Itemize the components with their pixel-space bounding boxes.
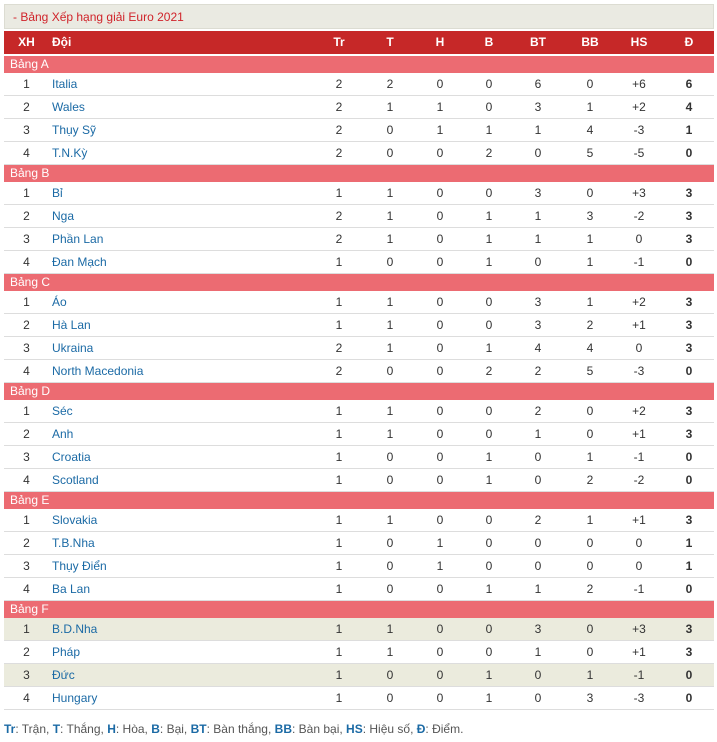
team-position: 1	[23, 513, 30, 527]
won-value: 1	[386, 186, 394, 200]
team-name[interactable]: Pháp	[52, 645, 81, 659]
played-value: 1	[335, 404, 343, 418]
goals-against-value: 1	[586, 232, 594, 246]
drawn-value: 0	[436, 341, 444, 355]
goals-against-value: 2	[586, 318, 594, 332]
goals-against-value: 0	[586, 536, 594, 550]
points-value: 3	[685, 645, 693, 659]
team-position: 4	[23, 146, 30, 160]
played-value: 1	[335, 427, 343, 441]
drawn-value: 1	[436, 536, 444, 550]
lost-value: 2	[485, 364, 493, 378]
header-goals-for: BT	[530, 35, 546, 49]
points-value: 0	[685, 691, 693, 705]
goal-difference-value: 0	[635, 536, 643, 550]
team-name[interactable]: Italia	[52, 77, 78, 91]
table-row	[4, 555, 714, 578]
goal-difference-value: -3	[633, 123, 645, 137]
goals-against-value: 0	[586, 404, 594, 418]
group-header: Bảng A	[4, 56, 714, 73]
played-value: 2	[335, 209, 343, 223]
drawn-value: 0	[436, 295, 444, 309]
points-value: 3	[685, 209, 693, 223]
goal-difference-value: +2	[632, 404, 646, 418]
team-position: 3	[23, 668, 30, 682]
goals-against-value: 3	[586, 209, 594, 223]
team-position: 1	[23, 77, 30, 91]
goals-against-value: 0	[586, 77, 594, 91]
drawn-value: 0	[436, 450, 444, 464]
points-value: 0	[685, 473, 693, 487]
played-value: 1	[335, 513, 343, 527]
played-value: 1	[335, 691, 343, 705]
legend-text: : Thắng,	[60, 722, 108, 736]
goals-against-value: 5	[586, 146, 594, 160]
goals-against-value: 1	[586, 450, 594, 464]
goals-against-value: 2	[586, 582, 594, 596]
team-name[interactable]: Séc	[52, 404, 73, 418]
played-value: 2	[335, 123, 343, 137]
lost-value: 1	[485, 123, 493, 137]
points-value: 0	[685, 146, 693, 160]
table-header	[4, 31, 714, 54]
team-name[interactable]: Thụy Điển	[52, 559, 107, 573]
team-position: 1	[23, 622, 30, 636]
table-row	[4, 664, 714, 687]
won-value: 1	[386, 622, 394, 636]
header-lost: B	[484, 35, 494, 49]
lost-value: 0	[485, 404, 493, 418]
table-row	[4, 469, 714, 492]
goals-for-value: 1	[534, 232, 542, 246]
goal-difference-value: -1	[633, 450, 645, 464]
goals-for-value: 2	[534, 404, 542, 418]
played-value: 1	[335, 473, 343, 487]
legend-text: : Bàn bại,	[292, 722, 347, 736]
goal-difference-value: +3	[632, 622, 646, 636]
goal-difference-value: +3	[632, 186, 646, 200]
team-name[interactable]: Hà Lan	[52, 318, 91, 332]
goals-for-value: 3	[534, 295, 542, 309]
goals-for-value: 0	[534, 691, 542, 705]
won-value: 1	[386, 232, 394, 246]
team-name[interactable]: T.B.Nha	[52, 536, 95, 550]
team-name[interactable]: Ba Lan	[52, 582, 91, 596]
team-position: 1	[23, 404, 30, 418]
points-value: 3	[685, 427, 693, 441]
lost-value: 0	[485, 427, 493, 441]
team-position: 4	[23, 364, 30, 378]
lost-value: 0	[485, 295, 493, 309]
goals-against-value: 4	[586, 341, 594, 355]
won-value: 1	[386, 427, 394, 441]
played-value: 2	[335, 232, 343, 246]
lost-value: 0	[485, 536, 493, 550]
header-goal-difference: HS	[630, 35, 648, 49]
points-value: 3	[685, 404, 693, 418]
lost-value: 1	[485, 209, 493, 223]
goal-difference-value: +1	[632, 513, 646, 527]
goals-against-value: 3	[586, 691, 594, 705]
team-position: 4	[23, 255, 30, 269]
team-name[interactable]: Bỉ	[52, 186, 63, 200]
table-row	[4, 532, 714, 555]
played-value: 1	[335, 186, 343, 200]
goals-for-value: 0	[534, 559, 542, 573]
goal-difference-value: -1	[633, 255, 645, 269]
lost-value: 0	[485, 513, 493, 527]
points-value: 1	[685, 123, 693, 137]
points-value: 3	[685, 513, 693, 527]
goals-for-value: 0	[534, 450, 542, 464]
header-team: Đội	[52, 35, 72, 49]
goals-against-value: 5	[586, 364, 594, 378]
table-row	[4, 228, 714, 251]
played-value: 2	[335, 100, 343, 114]
goals-against-value: 0	[586, 559, 594, 573]
played-value: 1	[335, 582, 343, 596]
lost-value: 1	[485, 473, 493, 487]
drawn-value: 0	[436, 186, 444, 200]
team-position: 3	[23, 123, 30, 137]
team-name[interactable]: Áo	[52, 295, 67, 309]
table-row	[4, 314, 714, 337]
table-row	[4, 423, 714, 446]
drawn-value: 0	[436, 427, 444, 441]
goal-difference-value: +1	[632, 427, 646, 441]
team-position: 2	[23, 100, 30, 114]
goals-for-value: 3	[534, 622, 542, 636]
lost-value: 0	[485, 645, 493, 659]
team-position: 4	[23, 582, 30, 596]
lost-value: 1	[485, 668, 493, 682]
points-value: 0	[685, 668, 693, 682]
played-value: 1	[335, 318, 343, 332]
goals-for-value: 0	[534, 473, 542, 487]
goals-against-value: 0	[586, 427, 594, 441]
goals-for-value: 0	[534, 255, 542, 269]
goals-against-value: 0	[586, 622, 594, 636]
team-name[interactable]: Phần Lan	[52, 232, 104, 246]
points-value: 0	[685, 255, 693, 269]
goal-difference-value: 0	[635, 232, 643, 246]
group-header: Bảng F	[4, 601, 714, 618]
team-name[interactable]: Anh	[52, 427, 74, 441]
table-row	[4, 337, 714, 360]
played-value: 1	[335, 450, 343, 464]
goal-difference-value: -2	[633, 473, 645, 487]
played-value: 1	[335, 645, 343, 659]
drawn-value: 1	[436, 559, 444, 573]
drawn-value: 0	[436, 404, 444, 418]
goal-difference-value: +1	[632, 645, 646, 659]
goals-for-value: 1	[534, 645, 542, 659]
legend-text: : Điểm.	[425, 722, 464, 736]
legend-text: : Trận,	[15, 722, 53, 736]
group-header: Bảng B	[4, 165, 714, 182]
drawn-value: 0	[436, 473, 444, 487]
table-row	[4, 96, 714, 119]
won-value: 2	[386, 77, 394, 91]
team-name[interactable]: Scotland	[52, 473, 99, 487]
table-row	[4, 400, 714, 423]
team-position: 3	[23, 450, 30, 464]
won-value: 0	[386, 668, 394, 682]
lost-value: 0	[485, 318, 493, 332]
points-value: 1	[685, 536, 693, 550]
won-value: 0	[386, 364, 394, 378]
team-position: 2	[23, 536, 30, 550]
team-position: 3	[23, 232, 30, 246]
drawn-value: 0	[436, 691, 444, 705]
goals-against-value: 1	[586, 513, 594, 527]
team-position: 2	[23, 209, 30, 223]
won-value: 0	[386, 691, 394, 705]
points-value: 3	[685, 232, 693, 246]
goal-difference-value: +2	[632, 100, 646, 114]
lost-value: 1	[485, 232, 493, 246]
points-value: 3	[685, 295, 693, 309]
goal-difference-value: 0	[635, 559, 643, 573]
goal-difference-value: -1	[633, 668, 645, 682]
drawn-value: 0	[436, 255, 444, 269]
goals-for-value: 6	[534, 77, 542, 91]
points-value: 4	[685, 100, 693, 114]
header-points: Đ	[684, 35, 694, 49]
header-goals-against: BB	[581, 35, 599, 49]
goal-difference-value: -3	[633, 691, 645, 705]
goals-for-value: 1	[534, 209, 542, 223]
played-value: 1	[335, 295, 343, 309]
table-row	[4, 182, 714, 205]
goals-for-value: 0	[534, 668, 542, 682]
legend-text: : Bại,	[159, 722, 191, 736]
team-name[interactable]: Đức	[52, 668, 75, 682]
legend-text: : Hiệu số,	[362, 722, 417, 736]
points-value: 3	[685, 622, 693, 636]
points-value: 3	[685, 341, 693, 355]
points-value: 0	[685, 364, 693, 378]
goal-difference-value: -2	[633, 209, 645, 223]
goals-against-value: 1	[586, 295, 594, 309]
header-drawn: H	[435, 35, 445, 49]
team-position: 2	[23, 645, 30, 659]
goals-against-value: 1	[586, 668, 594, 682]
points-value: 3	[685, 186, 693, 200]
table-row	[4, 578, 714, 601]
legend-key: H	[107, 722, 116, 736]
won-value: 0	[386, 146, 394, 160]
team-position: 1	[23, 295, 30, 309]
goals-for-value: 0	[534, 536, 542, 550]
goals-for-value: 4	[534, 341, 542, 355]
played-value: 2	[335, 77, 343, 91]
lost-value: 0	[485, 559, 493, 573]
goal-difference-value: +1	[632, 318, 646, 332]
points-value: 0	[685, 582, 693, 596]
legend-text: : Bàn thắng,	[206, 722, 275, 736]
team-name[interactable]: Đan Mạch	[52, 255, 107, 269]
won-value: 0	[386, 536, 394, 550]
drawn-value: 0	[436, 318, 444, 332]
legend-key: T	[52, 722, 61, 736]
lost-value: 1	[485, 255, 493, 269]
legend-key: B	[151, 722, 160, 736]
goals-for-value: 2	[534, 513, 542, 527]
team-position: 1	[23, 186, 30, 200]
legend-key: BT	[190, 722, 207, 736]
drawn-value: 0	[436, 582, 444, 596]
won-value: 1	[386, 100, 394, 114]
points-value: 0	[685, 450, 693, 464]
header-played: Tr	[333, 35, 345, 49]
table-row	[4, 119, 714, 142]
won-value: 1	[386, 341, 394, 355]
table-row	[4, 509, 714, 532]
group-header: Bảng E	[4, 492, 714, 509]
team-position: 2	[23, 427, 30, 441]
goals-for-value: 0	[534, 146, 542, 160]
drawn-value: 1	[436, 100, 444, 114]
table-row	[4, 446, 714, 469]
table-row	[4, 618, 714, 641]
lost-value: 0	[485, 186, 493, 200]
goals-for-value: 1	[534, 123, 542, 137]
won-value: 0	[386, 450, 394, 464]
team-position: 4	[23, 691, 30, 705]
legend	[4, 720, 714, 738]
table-title: - Bảng Xếp hạng giải Euro 2021	[4, 4, 714, 29]
goals-against-value: 0	[586, 186, 594, 200]
won-value: 1	[386, 645, 394, 659]
drawn-value: 0	[436, 513, 444, 527]
header-won: T	[386, 35, 394, 49]
drawn-value: 0	[436, 209, 444, 223]
table-row	[4, 360, 714, 383]
goals-against-value: 4	[586, 123, 594, 137]
goals-for-value: 3	[534, 318, 542, 332]
team-name[interactable]: Ukraina	[52, 341, 94, 355]
drawn-value: 0	[436, 232, 444, 246]
drawn-value: 0	[436, 645, 444, 659]
played-value: 1	[335, 668, 343, 682]
lost-value: 1	[485, 450, 493, 464]
goals-against-value: 2	[586, 473, 594, 487]
won-value: 1	[386, 295, 394, 309]
lost-value: 1	[485, 691, 493, 705]
won-value: 1	[386, 209, 394, 223]
won-value: 1	[386, 318, 394, 332]
goals-for-value: 3	[534, 100, 542, 114]
goals-for-value: 2	[534, 364, 542, 378]
lost-value: 2	[485, 146, 493, 160]
lost-value: 0	[485, 622, 493, 636]
drawn-value: 0	[436, 77, 444, 91]
legend-key: HS	[346, 722, 363, 736]
played-value: 1	[335, 559, 343, 573]
team-name[interactable]: B.D.Nha	[52, 622, 98, 636]
points-value: 6	[685, 77, 693, 91]
table-row	[4, 205, 714, 228]
table-row	[4, 73, 714, 96]
drawn-value: 1	[436, 123, 444, 137]
won-value: 1	[386, 513, 394, 527]
goals-for-value: 1	[534, 582, 542, 596]
played-value: 2	[335, 364, 343, 378]
points-value: 3	[685, 318, 693, 332]
won-value: 1	[386, 404, 394, 418]
team-name[interactable]: North Macedonia	[52, 364, 144, 378]
drawn-value: 0	[436, 364, 444, 378]
table-row	[4, 251, 714, 274]
goals-against-value: 1	[586, 100, 594, 114]
won-value: 0	[386, 473, 394, 487]
goal-difference-value: +6	[632, 77, 646, 91]
won-value: 0	[386, 559, 394, 573]
table-row	[4, 687, 714, 710]
won-value: 0	[386, 582, 394, 596]
team-name[interactable]: Nga	[52, 209, 75, 223]
team-name[interactable]: Thụy Sỹ	[52, 123, 97, 137]
team-name[interactable]: Croatia	[52, 450, 91, 464]
table-row	[4, 291, 714, 314]
played-value: 2	[335, 341, 343, 355]
goals-for-value: 3	[534, 186, 542, 200]
goals-for-value: 1	[534, 427, 542, 441]
group-header: Bảng D	[4, 383, 714, 400]
goal-difference-value: 0	[635, 341, 643, 355]
group-header: Bảng C	[4, 274, 714, 291]
goal-difference-value: -3	[633, 364, 645, 378]
team-position: 3	[23, 341, 30, 355]
played-value: 1	[335, 536, 343, 550]
team-position: 4	[23, 473, 30, 487]
team-name[interactable]: Hungary	[52, 691, 98, 705]
played-value: 2	[335, 146, 343, 160]
drawn-value: 0	[436, 668, 444, 682]
team-name[interactable]: Slovakia	[52, 513, 98, 527]
legend-key: Tr	[4, 722, 16, 736]
played-value: 1	[335, 255, 343, 269]
team-name[interactable]: T.N.Kỳ	[52, 146, 88, 160]
goal-difference-value: -1	[633, 582, 645, 596]
goals-against-value: 1	[586, 255, 594, 269]
won-value: 0	[386, 123, 394, 137]
goals-against-value: 0	[586, 645, 594, 659]
won-value: 0	[386, 255, 394, 269]
points-value: 1	[685, 559, 693, 573]
drawn-value: 0	[436, 622, 444, 636]
table-row	[4, 641, 714, 664]
team-name[interactable]: Wales	[52, 100, 85, 114]
team-position: 3	[23, 559, 30, 573]
lost-value: 1	[485, 341, 493, 355]
header-position: XH	[18, 35, 35, 49]
table-row	[4, 142, 714, 165]
drawn-value: 0	[436, 146, 444, 160]
legend-key: BB	[274, 722, 292, 736]
lost-value: 0	[485, 100, 493, 114]
lost-value: 0	[485, 77, 493, 91]
played-value: 1	[335, 622, 343, 636]
legend-text: : Hòa,	[115, 722, 152, 736]
goal-difference-value: +2	[632, 295, 646, 309]
legend-key: Đ	[416, 722, 426, 736]
team-position: 2	[23, 318, 30, 332]
goal-difference-value: -5	[633, 146, 645, 160]
lost-value: 1	[485, 582, 493, 596]
